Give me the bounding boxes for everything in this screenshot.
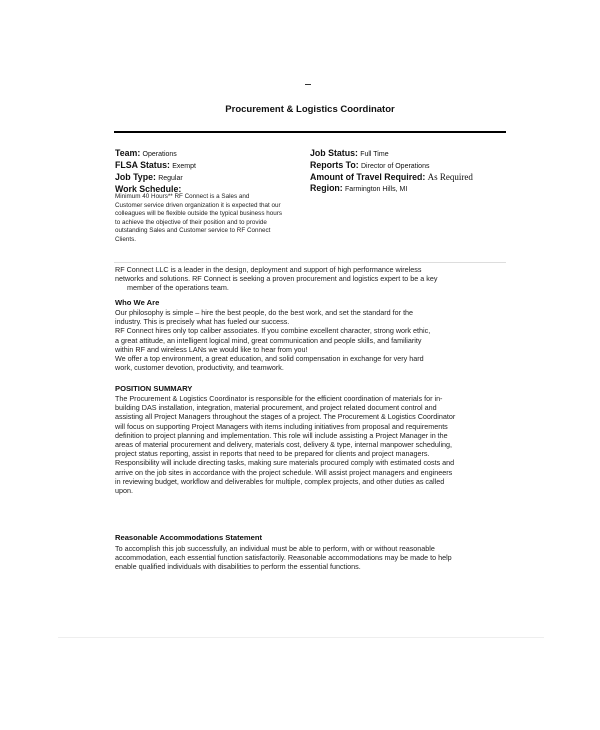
field-job-type: Job Type: Regular (115, 172, 183, 182)
accommodations-paragraph: To accomplish this job successfully, an individual must be able to perform, with or without reasonable accommodation, each essential function satisfactorily. Reasonable accommodations may be made to help enable qualified individuals with disabilities to perform the essential functions. (115, 544, 452, 572)
accommodations-heading: Reasonable Accommodations Statement (115, 533, 262, 542)
document-title: Procurement & Logistics Coordinator (225, 104, 395, 115)
left-fields (115, 148, 196, 195)
position-summary-paragraph: The Procurement & Logistics Coordinator is responsible for the efficient coordination of materials for in- building DAS installation, integration, material procurement, and project related document control and assisting all Project Managers throughout the stages of a project. The Procurement & Logistics Coordinator will focus on supporting Project Managers with items including initiatives from proposal and requirements definition to project planning and implementation. This role will include assisting a Project Manager in the areas of material procurement and delivery, materials cost, delivery & type, internal manpower scheduling, project status reporting, assist in reports that need to be prepared for clients and project managers. Responsibility will include directing tasks, making sure materials procured comply with estimated costs and arrive on the job sites in accordance with the project schedule. Will assist project managers and engineers in reviewing budget, workflow and deliverables for multiple, complex projects, and other duties as called upon. (115, 394, 456, 496)
intro-paragraph: RF Connect LLC is a leader in the design, deployment and support of high performance wireless networks and solutions. RF Connect is seeking a proven procurement and logistics expert to be a key member of the operations team. (115, 265, 438, 293)
field-travel: Amount of Travel Required: As Required (310, 172, 473, 182)
title-rule (114, 131, 506, 133)
footer-rule (58, 637, 544, 638)
header-mark (305, 84, 311, 85)
field-region: Region: Farmington Hills, MI (310, 183, 408, 193)
who-we-are-heading: Who We Are (115, 298, 160, 307)
work-schedule-text: Minimum 40 Hours** RF Connect is a Sales and Customer service driven organization it is expected that our colleagues will be flexible outside the typical business hours to achieve the objective of their position and to provide outstanding Sales and Customer service to RF Connect Clients. (115, 193, 282, 243)
field-flsa-status: FLSA Status: Exempt (115, 160, 196, 170)
who-we-are-paragraph: Our philosophy is simple – hire the best people, do the best work, and set the standard for the industry. This is precisely what has fueled our success. RF Connect hires only top caliber associates. If you combine excellent character, strong work ethic, a great attitude, an intelligent logical mind, great communication and people skills, and familiarity within RF and wireless LANs we would like to hear from you! We offer a top environment, a great education, and solid compensation in exchange for very hard work, customer devotion, productivity, and teamwork. (115, 308, 431, 373)
field-job-status: Job Status: Full Time (310, 148, 389, 158)
section-divider (114, 262, 506, 263)
right-fields (310, 148, 473, 195)
position-summary-heading: POSITION SUMMARY (115, 384, 193, 393)
field-work-schedule: Work Schedule: (115, 184, 182, 194)
field-reports-to: Reports To: Director of Operations (310, 160, 430, 170)
field-team: Team: Operations (115, 148, 177, 158)
